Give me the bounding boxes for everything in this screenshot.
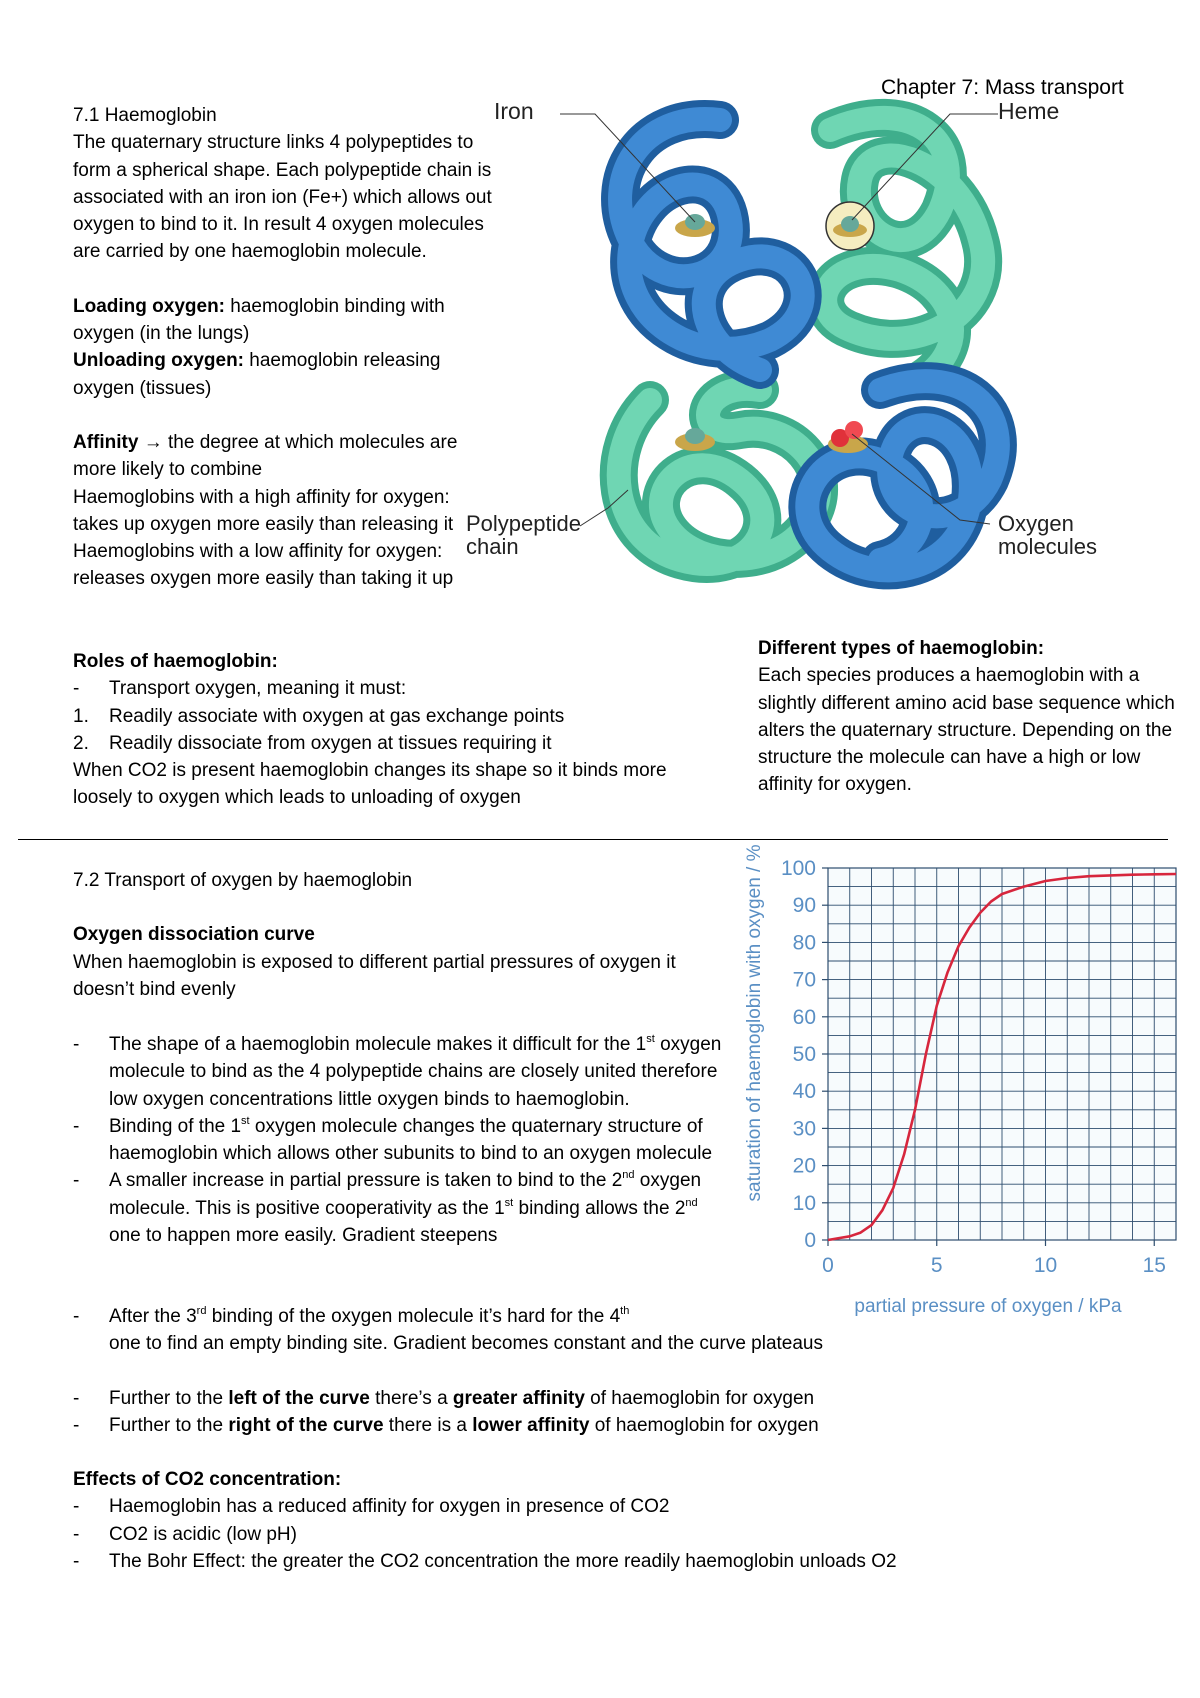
label-heme: Heme [998, 98, 1060, 124]
roles-list [73, 675, 713, 702]
curve-heading: Oxygen dissociation curve [73, 924, 315, 946]
section-transport [73, 867, 723, 1003]
list-item: - Further to the left of the curve there’s a greater affinity of haemoglobin for oxygen [73, 1387, 815, 1409]
loading-def: haemoglobin binding with oxygen (in the lungs) [73, 295, 445, 345]
chart-y-axis-label: saturation of haemoglobin with oxygen / % [744, 844, 765, 1202]
chart-x-axis-label: partial pressure of oxygen / kPa [854, 1296, 1122, 1317]
unloading-def: haemoglobin releasing oxygen (tissues) [73, 350, 441, 399]
low-affinity-text: Haemoglobins with a low affinity for oxygen: releases oxygen more easily than taking it up [73, 541, 454, 590]
list-item: - Haemoglobin has a reduced affinity for oxygen in presence of CO2 [73, 1496, 670, 1518]
curve-intro: When haemoglobin is exposed to different partial pressures of oxygen it doesn’t bind evenly [73, 951, 676, 1000]
chart-y-tick-label: 90 [792, 894, 816, 918]
chapter-title: Chapter 7: Mass transport [881, 76, 1124, 99]
affinity-def: the degree at which molecules are more likely to combine [73, 431, 458, 481]
list-item: - The Bohr Effect: the greater the CO2 concentration the more readily haemoglobin unloads O2 [73, 1551, 897, 1573]
label-oxygen-molecules: Oxygen [998, 511, 1074, 536]
list-item: 1. Readily associate with oxygen at gas exchange points [73, 705, 565, 727]
chart-y-tick-label: 80 [792, 931, 816, 955]
affinity-term: Affinity [73, 431, 139, 453]
list-item: - Further to the right of the curve there is a lower affinity of haemoglobin for oxygen [73, 1414, 819, 1436]
chart-x-tick-label: 0 [822, 1254, 834, 1277]
types-section [758, 635, 1178, 799]
oxygen-dissociation-chart [740, 844, 1190, 1328]
label-iron: Iron [494, 98, 534, 124]
chart-x-ticks [822, 1240, 1166, 1277]
section-heading: 7.1 Haemoglobin [73, 105, 217, 126]
haemoglobin-diagram [466, 98, 1200, 620]
label-polypeptide-chain: Polypeptide [466, 511, 581, 536]
loading-definition [73, 293, 493, 348]
chart-x-tick-label: 10 [1033, 1254, 1058, 1277]
list-item: - A smaller increase in partial pressure is taken to bind to the 2nd oxygen molecule. This is positive cooperativity as the 1st binding allows the 2nd one to happen more easily. Gradient steepens [73, 1169, 702, 1247]
loading-term: Loading oxygen: [73, 295, 225, 317]
roles-numbered-list [73, 703, 713, 758]
list-item: - After the 3rd binding of the oxygen molecule it’s hard for the 4th one to find an empty binding site. Gradient becomes constant and the curve plateaus [73, 1305, 824, 1355]
chart-y-ticks [781, 857, 828, 1252]
affinity-bullets [73, 1385, 1173, 1440]
chart-y-tick-label: 20 [792, 1154, 816, 1178]
co2-note: When CO2 is present haemoglobin changes its shape so it binds more loosely to oxygen which leads to unloading of oxygen [73, 760, 667, 809]
curve-bullets [73, 1031, 723, 1249]
chart-x-tick-label: 15 [1142, 1254, 1166, 1277]
chart-y-tick-label: 100 [780, 857, 816, 880]
list-item: - The shape of a haemoglobin molecule makes it difficult for the 1st oxygen molecule to bind as the 4 polypeptide chains are closely united therefore low oxygen concentrations little oxygen binds to haemoglobin. [73, 1033, 722, 1110]
chart-y-tick-label: 70 [792, 968, 816, 992]
types-text: Each species produces a haemoglobin with a slightly different amino acid base sequence which alters the quaternary structure. Depending on the structure the molecule can have a high or low affinity for oxygen. [758, 665, 1175, 796]
roles-heading: Roles of haemoglobin: [73, 651, 278, 672]
high-affinity-text: Haemoglobins with a high affinity for oxygen: takes up oxygen more easily than releasing it [73, 486, 454, 535]
section-haemoglobin [73, 102, 493, 593]
section-heading: 7.2 Transport of oxygen by haemoglobin [73, 870, 413, 891]
chart-y-tick-label: 50 [792, 1043, 816, 1066]
label-oxygen-molecules-line2: molecules [998, 534, 1098, 559]
roles-section [73, 648, 713, 812]
chart-y-tick-label: 10 [792, 1191, 816, 1215]
list-item: 2. Readily dissociate from oxygen at tissues requiring it [73, 732, 552, 754]
chart-y-tick-label: 60 [792, 1005, 816, 1029]
chart-x-tick-label: 5 [930, 1254, 943, 1277]
affinity-definition [73, 429, 493, 484]
chart-grid [828, 868, 1176, 1240]
chart-y-tick-label: 30 [792, 1117, 816, 1141]
list-item: - Binding of the 1st oxygen molecule changes the quaternary structure of haemoglobin which allows other subunits to bind to an oxygen molecule [73, 1114, 713, 1165]
curve-explanation [73, 1031, 723, 1249]
list-item: - Transport oxygen, meaning it must: [73, 678, 407, 700]
chart-y-tick-label: 40 [792, 1080, 816, 1104]
co2-heading: Effects of CO2 concentration: [73, 1469, 342, 1491]
section-divider [18, 839, 1168, 840]
types-heading: Different types of haemoglobin: [758, 638, 1045, 659]
intro-paragraph: The quaternary structure links 4 polypeptides to form a spherical shape. Each polypeptide chain is associated with an iron ion (Fe+) which allows out oxygen to bind to it. In result 4 oxygen molecules are carried by one haemoglobin molecule. [73, 132, 492, 263]
unloading-definition [73, 347, 493, 402]
chart-y-tick-label: 0 [804, 1229, 816, 1252]
list-item: - CO2 is acidic (low pH) [73, 1523, 297, 1545]
curve-explanation-continued [73, 1303, 1173, 1575]
unloading-term: Unloading oxygen: [73, 350, 244, 372]
label-polypeptide-chain-line2: chain [466, 534, 519, 559]
arrow-icon: → [143, 431, 163, 453]
co2-list [73, 1493, 1173, 1575]
